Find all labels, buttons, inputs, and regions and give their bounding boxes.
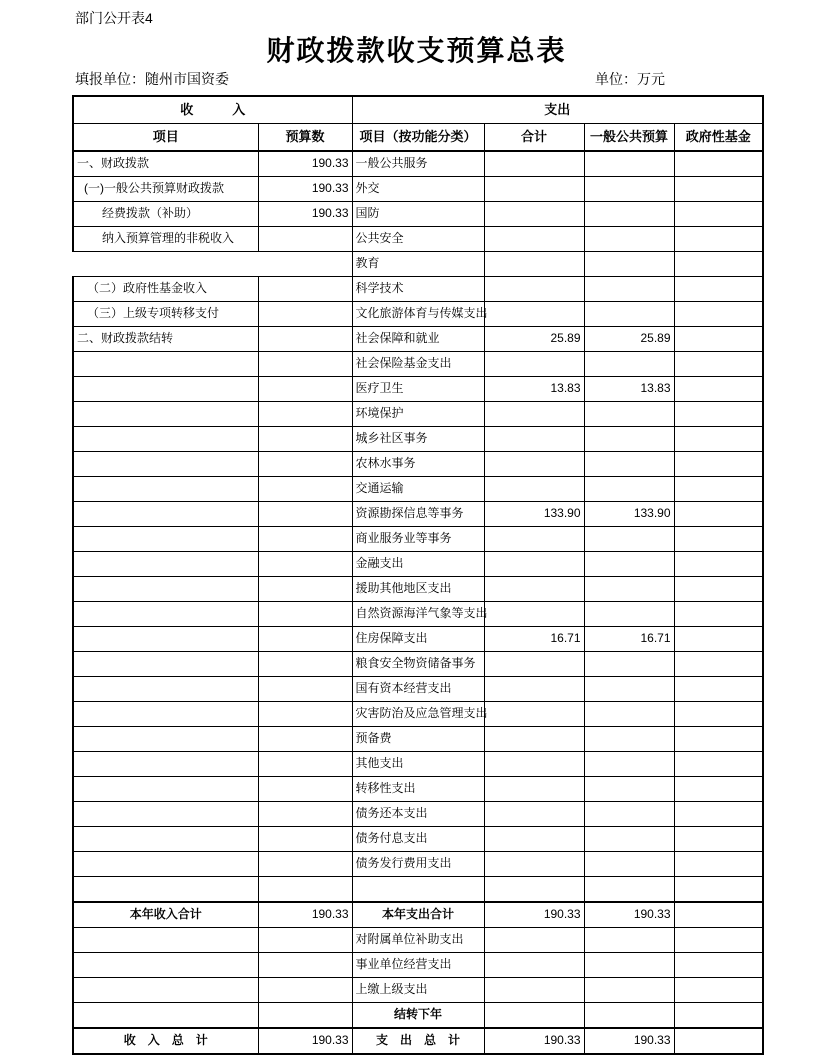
expense-fund-cell (674, 1028, 763, 1054)
expense-total-cell (484, 577, 584, 602)
income-item-cell (73, 502, 258, 527)
expense-item-cell: 公共安全 (352, 227, 484, 252)
income-value-cell (258, 928, 352, 953)
expense-fund-cell (674, 802, 763, 827)
expense-total-cell (484, 727, 584, 752)
expense-total-cell: 25.89 (484, 327, 584, 352)
expense-total-cell (484, 427, 584, 452)
income-item-cell (73, 652, 258, 677)
income-item-cell: 收 入 总 计 (73, 1028, 258, 1054)
table-row (73, 827, 763, 852)
table-row (73, 227, 763, 252)
expense-fund-cell (674, 552, 763, 577)
table-row (73, 602, 763, 627)
income-value-cell (258, 777, 352, 802)
table-row (73, 627, 763, 652)
expense-general-cell: 133.90 (584, 502, 674, 527)
income-value-cell: 190.33 (258, 202, 352, 227)
table-row (73, 402, 763, 427)
income-value-cell (258, 377, 352, 402)
expense-item-cell: 科学技术 (352, 277, 484, 302)
expense-fund-cell (674, 627, 763, 652)
income-value-cell (258, 477, 352, 502)
expense-item-cell: 城乡社区事务 (352, 427, 484, 452)
expense-total-cell (484, 402, 584, 427)
expense-item-cell: 转移性支出 (352, 777, 484, 802)
table-row (73, 953, 763, 978)
expense-total-cell (484, 652, 584, 677)
table-row (73, 928, 763, 953)
table-row (73, 552, 763, 577)
expense-total-cell (484, 452, 584, 477)
expense-general-cell: 16.71 (584, 627, 674, 652)
table-row (73, 252, 763, 277)
table-row (73, 177, 763, 202)
table-row (73, 702, 763, 727)
table-row (73, 978, 763, 1003)
expense-item-cell: 金融支出 (352, 552, 484, 577)
expense-fund-cell (674, 302, 763, 327)
expense-fund-cell (674, 702, 763, 727)
income-value-cell (258, 752, 352, 777)
income-value-cell (258, 302, 352, 327)
expense-general-cell (584, 252, 674, 277)
table-row (73, 802, 763, 827)
expense-general-cell: 13.83 (584, 377, 674, 402)
expense-general-cell (584, 527, 674, 552)
expense-item-cell (352, 877, 484, 903)
expense-fund-cell (674, 477, 763, 502)
income-value-cell (258, 252, 352, 277)
expense-item-cell: 环境保护 (352, 402, 484, 427)
income-item-cell (73, 477, 258, 502)
expense-total-cell (484, 527, 584, 552)
expense-general-cell (584, 352, 674, 377)
expense-item-cell: 交通运输 (352, 477, 484, 502)
income-item-cell: 纳入预算管理的非税收入 (73, 227, 258, 252)
expense-general-cell: 25.89 (584, 327, 674, 352)
income-item-cell (73, 552, 258, 577)
expense-item-cell: 国有资本经营支出 (352, 677, 484, 702)
expense-fund-cell (674, 1003, 763, 1029)
expense-total-cell (484, 151, 584, 177)
table-row (73, 452, 763, 477)
expense-general-cell (584, 953, 674, 978)
expense-total-cell (484, 352, 584, 377)
expense-total-cell: 190.33 (484, 1028, 584, 1054)
table-row (73, 852, 763, 877)
income-value-cell (258, 852, 352, 877)
expense-total-cell (484, 852, 584, 877)
expense-general-cell (584, 452, 674, 477)
expense-item-cell: 国防 (352, 202, 484, 227)
expense-fund-cell (674, 352, 763, 377)
income-item-cell: 二、财政拨款结转 (73, 327, 258, 352)
expense-fund-cell (674, 877, 763, 903)
expense-fund-cell (674, 452, 763, 477)
expense-general-cell (584, 652, 674, 677)
expense-item-cell: 商业服务业等事务 (352, 527, 484, 552)
income-value-cell (258, 452, 352, 477)
expense-item-cell: 其他支出 (352, 752, 484, 777)
table-row (73, 727, 763, 752)
income-item-cell (73, 352, 258, 377)
income-item-cell: （二）政府性基金收入 (73, 277, 258, 302)
expense-item-cell: 本年支出合计 (352, 902, 484, 928)
expense-general-cell (584, 827, 674, 852)
income-item-cell (73, 777, 258, 802)
col-header-budget: 预算数 (258, 124, 352, 152)
income-item-cell (73, 752, 258, 777)
sheet-label: 部门公开表4 (75, 10, 153, 26)
income-item-cell (73, 677, 258, 702)
expense-total-cell (484, 227, 584, 252)
income-section-header: 收 入 (73, 96, 352, 124)
expense-general-cell (584, 151, 674, 177)
income-value-cell: 190.33 (258, 177, 352, 202)
expense-general-cell (584, 552, 674, 577)
expense-item-cell: 上缴上级支出 (352, 978, 484, 1003)
expense-fund-cell (674, 577, 763, 602)
expense-general-cell: 190.33 (584, 902, 674, 928)
expense-total-cell (484, 928, 584, 953)
expense-item-cell: 住房保障支出 (352, 627, 484, 652)
income-value-cell (258, 577, 352, 602)
expense-fund-cell (674, 177, 763, 202)
income-value-cell (258, 978, 352, 1003)
table-row (73, 1028, 763, 1054)
income-item-cell (73, 377, 258, 402)
income-value-cell (258, 527, 352, 552)
income-item-cell (73, 627, 258, 652)
income-item-cell: 本年收入合计 (73, 902, 258, 928)
expense-item-cell: 事业单位经营支出 (352, 953, 484, 978)
income-item-cell: 经费拨款（补助） (73, 202, 258, 227)
income-value-cell: 190.33 (258, 151, 352, 177)
expense-general-cell (584, 802, 674, 827)
expense-item-cell: 资源勘探信息等事务 (352, 502, 484, 527)
expense-fund-cell (674, 527, 763, 552)
expense-general-cell (584, 928, 674, 953)
income-value-cell (258, 1003, 352, 1029)
expense-total-cell (484, 552, 584, 577)
reporting-unit-label: 填报单位：随州市国资委 (75, 71, 229, 87)
expense-general-cell (584, 427, 674, 452)
income-value-cell: 190.33 (258, 1028, 352, 1054)
income-value-cell (258, 327, 352, 352)
expense-total-cell (484, 827, 584, 852)
expense-fund-cell (674, 327, 763, 352)
expense-general-cell (584, 727, 674, 752)
income-item-cell (73, 602, 258, 627)
expense-item-cell: 债务付息支出 (352, 827, 484, 852)
expense-general-cell (584, 202, 674, 227)
expense-total-cell (484, 802, 584, 827)
income-value-cell (258, 727, 352, 752)
expense-fund-cell (674, 427, 763, 452)
income-item-cell (73, 702, 258, 727)
section-header-row (73, 96, 763, 124)
income-item-cell (73, 928, 258, 953)
expense-item-cell: 自然资源海洋气象等支出 (352, 602, 484, 627)
expense-total-cell (484, 702, 584, 727)
table-row (73, 527, 763, 552)
income-value-cell (258, 827, 352, 852)
expense-fund-cell (674, 928, 763, 953)
income-value-cell (258, 802, 352, 827)
income-item-cell (73, 1003, 258, 1029)
expense-total-cell (484, 277, 584, 302)
income-value-cell (258, 402, 352, 427)
income-item-cell: （三）上级专项转移支付 (73, 302, 258, 327)
expense-item-cell: 债务发行费用支出 (352, 852, 484, 877)
table-row (73, 877, 763, 903)
expense-total-cell (484, 252, 584, 277)
expense-fund-cell (674, 852, 763, 877)
table-row (73, 577, 763, 602)
expense-item-cell: 灾害防治及应急管理支出 (352, 702, 484, 727)
expense-general-cell (584, 978, 674, 1003)
expense-fund-cell (674, 202, 763, 227)
income-item-cell (73, 827, 258, 852)
expense-fund-cell (674, 677, 763, 702)
table-row (73, 777, 763, 802)
expense-total-cell (484, 953, 584, 978)
income-item-cell (73, 427, 258, 452)
expense-total-cell: 16.71 (484, 627, 584, 652)
income-item-cell (73, 953, 258, 978)
expense-total-cell (484, 877, 584, 903)
table-row (73, 302, 763, 327)
expense-fund-cell (674, 252, 763, 277)
expense-fund-cell (674, 602, 763, 627)
expense-fund-cell (674, 978, 763, 1003)
income-item-cell (73, 577, 258, 602)
income-item-cell: (一)一般公共预算财政拨款 (73, 177, 258, 202)
income-item-cell (73, 252, 258, 277)
expense-total-cell (484, 477, 584, 502)
expense-item-cell: 社会保障和就业 (352, 327, 484, 352)
income-item-cell (73, 802, 258, 827)
table-row (73, 902, 763, 928)
currency-unit-label: 单位：万元 (595, 71, 665, 87)
table-row (73, 502, 763, 527)
expense-total-cell (484, 602, 584, 627)
expense-general-cell (584, 477, 674, 502)
income-value-cell (258, 602, 352, 627)
expense-general-cell (584, 777, 674, 802)
col-header-gov-fund: 政府性基金 (674, 124, 763, 152)
expense-fund-cell (674, 151, 763, 177)
table-row (73, 652, 763, 677)
expense-general-cell (584, 877, 674, 903)
expense-item-cell: 外交 (352, 177, 484, 202)
expense-item-cell: 结转下年 (352, 1003, 484, 1029)
income-value-cell (258, 877, 352, 903)
income-value-cell (258, 677, 352, 702)
col-header-total: 合计 (484, 124, 584, 152)
table-row (73, 352, 763, 377)
table-row (73, 277, 763, 302)
expense-fund-cell (674, 902, 763, 928)
table-row (73, 477, 763, 502)
expense-total-cell (484, 202, 584, 227)
table-row (73, 202, 763, 227)
expense-item-cell: 预备费 (352, 727, 484, 752)
expense-total-cell (484, 677, 584, 702)
expense-section-header: 支出 (352, 96, 763, 124)
expense-item-cell: 医疗卫生 (352, 377, 484, 402)
income-value-cell (258, 227, 352, 252)
expense-item-cell: 支 出 总 计 (352, 1028, 484, 1054)
expense-general-cell (584, 602, 674, 627)
expense-fund-cell (674, 227, 763, 252)
column-header-row (73, 124, 763, 152)
expense-total-cell (484, 777, 584, 802)
table-row (73, 327, 763, 352)
income-value-cell (258, 702, 352, 727)
income-value-cell: 190.33 (258, 902, 352, 928)
expense-total-cell (484, 978, 584, 1003)
expense-fund-cell (674, 827, 763, 852)
expense-item-cell: 文化旅游体育与传媒支出 (352, 302, 484, 327)
expense-item-cell: 粮食安全物资储备事务 (352, 652, 484, 677)
expense-general-cell (584, 677, 674, 702)
expense-general-cell (584, 702, 674, 727)
table-row (73, 752, 763, 777)
expense-general-cell (584, 277, 674, 302)
expense-general-cell (584, 177, 674, 202)
expense-item-cell: 援助其他地区支出 (352, 577, 484, 602)
expense-item-cell: 社会保险基金支出 (352, 352, 484, 377)
expense-general-cell: 190.33 (584, 1028, 674, 1054)
expense-fund-cell (674, 277, 763, 302)
expense-general-cell (584, 227, 674, 252)
income-value-cell (258, 552, 352, 577)
expense-fund-cell (674, 953, 763, 978)
expense-general-cell (584, 402, 674, 427)
expense-total-cell (484, 302, 584, 327)
expense-general-cell (584, 577, 674, 602)
col-header-general-budget: 一般公共预算 (584, 124, 674, 152)
expense-total-cell (484, 1003, 584, 1029)
expense-fund-cell (674, 777, 763, 802)
expense-item-cell: 一般公共服务 (352, 151, 484, 177)
expense-total-cell: 13.83 (484, 377, 584, 402)
income-item-cell (73, 527, 258, 552)
income-value-cell (258, 652, 352, 677)
expense-fund-cell (674, 402, 763, 427)
expense-general-cell (584, 1003, 674, 1029)
expense-total-cell: 133.90 (484, 502, 584, 527)
income-item-cell: 一、财政拨款 (73, 151, 258, 177)
expense-item-cell: 债务还本支出 (352, 802, 484, 827)
subhead (0, 69, 833, 87)
expense-total-cell (484, 177, 584, 202)
income-value-cell (258, 427, 352, 452)
expense-fund-cell (674, 377, 763, 402)
expense-item-cell: 对附属单位补助支出 (352, 928, 484, 953)
income-value-cell (258, 277, 352, 302)
col-header-expense-item: 项目（按功能分类） (352, 124, 484, 152)
income-item-cell (73, 978, 258, 1003)
income-item-cell (73, 852, 258, 877)
income-item-cell (73, 402, 258, 427)
income-value-cell (258, 627, 352, 652)
expense-item-cell: 教育 (352, 252, 484, 277)
expense-total-cell: 190.33 (484, 902, 584, 928)
income-value-cell (258, 953, 352, 978)
budget-table (72, 95, 764, 1055)
table-row (73, 677, 763, 702)
expense-fund-cell (674, 727, 763, 752)
expense-general-cell (584, 302, 674, 327)
expense-fund-cell (674, 502, 763, 527)
expense-general-cell (584, 752, 674, 777)
table-row (73, 151, 763, 177)
page-title: 财政拨款收支预算总表 (266, 35, 567, 66)
col-header-income-item: 项目 (73, 124, 258, 152)
expense-fund-cell (674, 652, 763, 677)
expense-fund-cell (674, 752, 763, 777)
table-row (73, 1003, 763, 1029)
income-item-cell (73, 877, 258, 903)
income-item-cell (73, 452, 258, 477)
table-row (73, 377, 763, 402)
expense-total-cell (484, 752, 584, 777)
expense-general-cell (584, 852, 674, 877)
income-value-cell (258, 352, 352, 377)
income-item-cell (73, 727, 258, 752)
table-row (73, 427, 763, 452)
expense-item-cell: 农林水事务 (352, 452, 484, 477)
income-value-cell (258, 502, 352, 527)
